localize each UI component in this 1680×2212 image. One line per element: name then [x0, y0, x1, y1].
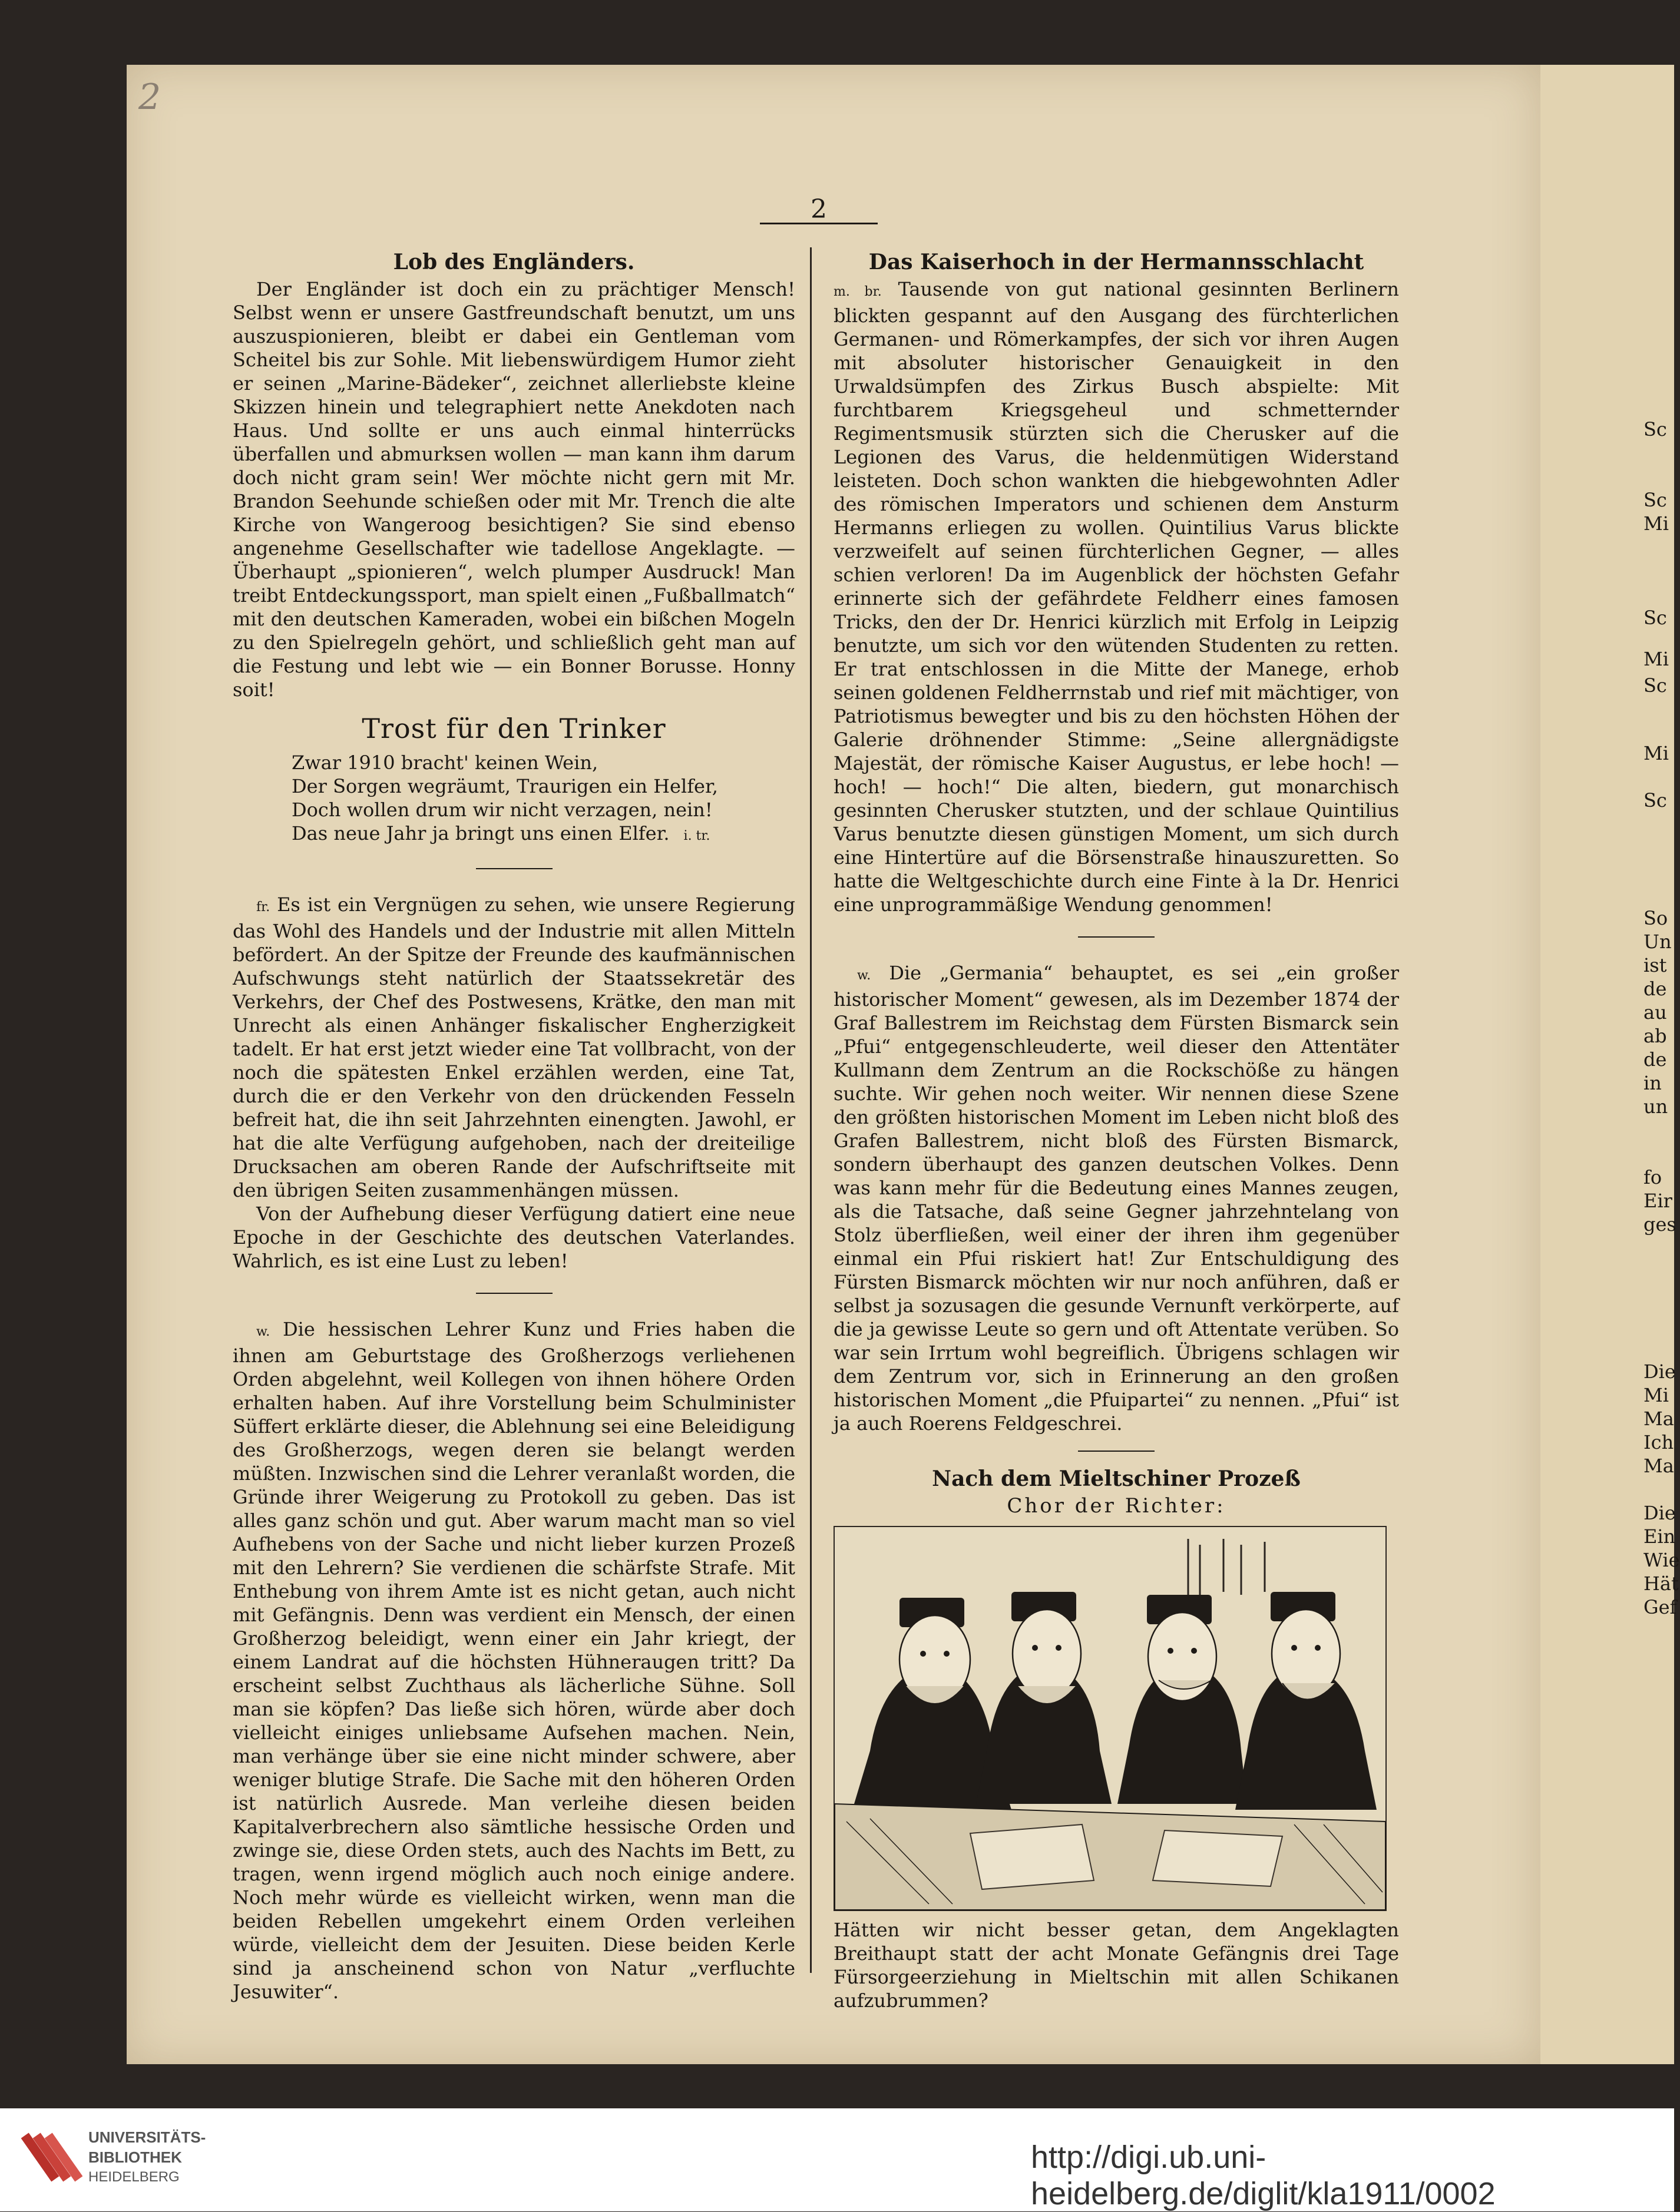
next-page-fragment: Eir — [1643, 1190, 1672, 1212]
next-page-fragment: ab — [1643, 1025, 1667, 1047]
next-page-fragment: ges — [1643, 1213, 1676, 1236]
next-page-fragment: Mi — [1643, 1384, 1669, 1406]
next-page-fragment: ist — [1643, 954, 1667, 976]
article-text: w. Die hessischen Lehrer Kunz und Fries haben die ihnen am Geburtstage des Großherzogs verliehenen Orden abgelehnt, weil Kollegen von ihnen höhere Orden erhalten haben. Auf ihre Vorstellung beim Schulminister Süffert erklärte dieser, die Ablehnung sei eine Beleidigung des Großherzogs, wegen deren sie belangt werden müßten. Inzwischen sind die Lehrer veranlaßt worden, die Gründe ihrer Weigerung zu Protokoll zu geben. Das ist alles ganz schön und gut. Aber warum macht man so viel Aufhebens von der Sache und nicht lieber kurzen Prozeß mit den Lehrern? Sie verdienen die schärfste Strafe. Mit Enthebung von ihrem Amte ist es nicht getan, auch nicht mit Gefängnis. Denn was verdient ein Mensch, der einen Großherzog beleidigt, wenn einer ein Jahr kriegt, der einem Landrat auf die höchsten Hühneraugen tritt? Da erscheint selbst Zuchthaus als lächerliche Sühne. Soll man sie köpfen? Das ließe sich hören, würde aber doch vielleicht einiges unliebsame Aufsehen machen. Nein, man verhänge über sie eine nicht minder schwere, aber weniger blutige Strafe. Die Sache mit den höheren Orden ist natürlich Ausrede. Man verleihe diesen beiden Kapitalverbrechern also sämtliche hessische Orden und zwinge sie, diese Orden stets, auch des Nachts im Bett, zu tragen, wenn irgend möglich auch noch einige andere. Noch mehr würde es vielleicht wirken, wenn man die beiden Rebellen umgekehrt einem Orden verleihen würde, vielleicht dem der Jesuiten. Diese beiden Kerle sind ja anscheinend schon von Natur „verfluchte Jesuwiter“. — [233, 1318, 796, 2003]
next-page-fragment: Hät — [1643, 1572, 1679, 1595]
next-page-fragment: Gef — [1643, 1596, 1677, 1618]
next-page-fragment: Sc — [1643, 789, 1667, 812]
page-number: 2 — [811, 194, 827, 224]
right-column — [834, 250, 1399, 2012]
poem-line: Das neue Jahr ja bringt uns einen Elfer. — [292, 822, 670, 845]
next-page-fragment: Sc — [1643, 674, 1667, 697]
next-page-fragment: Ich — [1643, 1431, 1674, 1453]
heidelberg-library-logo-icon — [24, 2125, 73, 2190]
library-name: UNIVERSITÄTS- BIBLIOTHEK HEIDELBERG — [88, 2128, 206, 2185]
next-page-fragment: Wie — [1643, 1549, 1680, 1571]
separator — [476, 868, 553, 869]
article-text: w. Die „Germania“ behauptet, es sei „ein großer historischer Moment“ gewesen, als im Dezember 1874 der Graf Ballestrem im Reichstag dem Fürsten Bismarck sein „Pfui“ entgegenschleuderte, weil dieser den Attentäter Kullmann dem Zentrum an die Rockschöße zu hängen suchte. Wir gehen noch weiter. Wir nennen diese Szene den größten historischen Moment im Leben nicht bloß des Grafen Ballestrem, nicht bloß des Fürsten Bismarck, sondern überhaupt des ganzen deutschen Volkes. Denn was kann mehr für die Bedeutung eines Mannes zeugen, als die Tatsache, daß seine Gegner jahrzehntelang von Stolz überfließen, weil einer der ihren ihm gegenüber einmal ein Pfui riskiert hat! Zur Entschuldigung des Fürsten Bismarck möchten wir nur noch anführen, daß er selbst ja sozusagen die gesunde Vernunft verkörperte, auf die ja gewisse Leute so gern und oft Attentate verüben. So war sein Irrtum wohl begreiflich. Übrigens schlagen wir dem Zentrum vor, sich in Erinnerung an den großen historischen Moment „die Pfuipartei“ zu nennen. „Pfui“ ist ja auch Roerens Feldgeschrei. — [834, 962, 1400, 1435]
next-page-fragment: in — [1643, 1072, 1662, 1094]
next-page-fragment: Sc — [1643, 418, 1667, 441]
article-subtitle: Chor der Richter: — [1007, 1494, 1226, 1518]
article-text: fr. Es ist ein Vergnügen zu sehen, wie unsere Regierung das Wohl des Handels und der Industrie mit allen Mitteln befördert. An der Spitze der Freunde des kaufmännischen Aufschwungs steht natürlich der Staatssekretär des Verkehrs, der Chef des Postwesens, Krätke, den man mit Unrecht als einen Anhänger fiskalischer Engherzigkeit tadelt. Er hat erst jetzt wieder eine Tat vollbracht, von der noch die spätesten Enkel erzählen werden, eine Tat, durch die er den Verkehr von den drückenden Fesseln befreit hat, die ihn seit Jahrzehnten einengten. Jawohl, er hat die alte Verfügung aufgehoben, nach der dreiteilige Drucksachen am oberen Rande der Aufschriftseite mit den übrigen Seiten zusammenhängen müssen. — [233, 893, 795, 1201]
next-page-fragment: Mi — [1643, 512, 1669, 535]
next-page-fragment: Mi — [1643, 742, 1669, 764]
next-page-fragment: au — [1643, 1001, 1667, 1024]
next-page-fragment: Ma — [1643, 1408, 1674, 1430]
next-page-fragment: Mi — [1643, 648, 1669, 670]
next-page-fragment: Die — [1643, 1502, 1676, 1524]
article-title: Lob des Engländers. — [393, 250, 635, 274]
poem-title: Trost für den Trinker — [362, 713, 666, 744]
four-judges-cartoon — [834, 1526, 1387, 1911]
margin-note: 2 — [138, 77, 161, 118]
next-page-fragment: Ma — [1643, 1455, 1674, 1477]
article-text: m. br. Tausende von gut national gesinnten Berlinern blickten gespannt auf den Ausgang des fürchterlichen Germanen- und Römerkampfes, der sich vor ihren Augen mit absoluter historischer Genauigkeit in den Urwaldsümpfen des Zirkus Busch abspielte: Mit furchtbarem Kriegsgeheul und schmetternder Regimentsmusik stürzten sich die Cherusker auf die Legionen des Varus, die heldenmütigen Widerstand leisteten. Doch schon wankten die hiebgewohnten Adler des römischen Imperators und schienen dem Ansturm Hermanns erliegen zu wollen. Quintilius Varus blickte verzweifelt auf seinen fürchterlichen Gegner, — alles schien verloren! Da im Augenblick der höchsten Gefahr erinnerte sich der gefährdete Feldherr eines famosen Tricks, den der Dr. Henrici kürzlich mit Erfolg in Leipzig benutzte, um sich vor den wütenden Studenten zu retten. Er trat entschlossen in die Mitte der Manege, erhob seinen goldenen Feldherrnstab und rief mit mächtiger, von Patriotismus bewegter und bis zu den höchsten Höhen der Galerie dröhnender Stimme: „Seine allergnädigste Majestät, der römische Kaiser Augustus, er lebe hoch! — hoch! — hoch!“ Die alten, biedern, gut monarchisch gesinnten Cherusker stutzten, und der schlaue Quintilius Varus benutzte diesen günstigen Moment, um sich durch eine Hintertüre auf die Börsenstraße hinauszuretten. So hatte die Weltgeschichte durch eine Finte à la Dr. Henrici eine unprogrammäßige Wendung genommen! — [834, 278, 1400, 916]
next-page-fragment: Sc — [1643, 489, 1667, 511]
left-column — [233, 250, 795, 2004]
next-page-fragment: Un — [1643, 931, 1672, 953]
next-page-fragment: de — [1643, 978, 1667, 1000]
poem-line: Doch wollen drum wir nicht verzagen, nein! — [292, 799, 713, 821]
cartoon-drawing — [835, 1527, 1385, 1910]
next-page-fragment: So — [1643, 907, 1668, 929]
page-number-rule — [760, 223, 878, 224]
source-url-link[interactable]: http://digi.ub.uni-heidelberg.de/diglit/kla1911/0002 — [1031, 2140, 1496, 2211]
separator — [1078, 936, 1155, 938]
author-initials: w. — [857, 968, 871, 983]
author-initials: w. — [256, 1324, 270, 1339]
poem-line: Zwar 1910 bracht' keinen Wein, — [292, 751, 598, 774]
next-page-fragment: un — [1643, 1095, 1668, 1118]
poem — [292, 751, 795, 848]
article-text: Der Engländer ist doch ein zu prächtiger Mensch! Selbst wenn er unsere Gastfreundschaft benutzt, um uns auszuspionieren, bleibt er dabei ein Gentleman vom Scheitel bis zur Sohle. Mit liebenswürdigem Humor zieht er seinen „Marine-Bädeker“, zeichnet allerliebste kleine Skizzen hinein und telegraphiert nette Anekdoten nach Haus. Und sollte er uns auch einmal hinterrücks überfallen und abmurksen wollen — man kann ihm darum doch nicht gram sein! Wer möchte nicht gern mit Mr. Brandon Seehunde schießen oder mit Mr. Trench die alte Kirche von Wangeroog besichtigen? Sie sind ebenso angenehme Gesellschafter wie tadellose Angeklagte. — Überhaupt „spionieren“, welch plumper Ausdruck! Man treibt Entdeckungssport, man spielt einen „Fußballmatch“ mit den deutschen Kameraden, wobei ein bißchen Mogeln zu den Spielregeln gehört, und schließlich geht man auf die Festung und lebt wie — ein Bonner Borusse. Honny soit! — [233, 278, 795, 701]
next-page-fragment: Sc — [1643, 607, 1667, 629]
article-text: Von der Aufhebung dieser Verfügung datiert eine neue Epoche in der Geschichte des deutschen Vaterlandes. Wahrlich, es ist eine Lust zu leben! — [233, 1203, 795, 1272]
author-initials: fr. — [256, 900, 270, 915]
next-page-fragment: de — [1643, 1048, 1667, 1071]
next-page-fragment: Die — [1643, 1360, 1676, 1383]
next-page-fragment: fo — [1643, 1166, 1662, 1188]
cartoon-caption: Hätten wir nicht besser getan, dem Angeklagten Breithaupt statt der acht Monate Gefängnis drei Tage Fürsorgeerziehung in Mieltschin mit allen Schikanen aufzubrummen? — [834, 1919, 1399, 2012]
poem-line: Der Sorgen wegräumt, Traurigen ein Helfer, — [292, 775, 718, 797]
separator — [1078, 1451, 1155, 1452]
poem-signature: i. tr. — [683, 829, 710, 843]
author-initials: m. br. — [834, 284, 882, 299]
article-title: Das Kaiserhoch in der Hermannsschlacht — [868, 250, 1364, 274]
separator — [476, 1293, 553, 1294]
article-title: Nach dem Mieltschiner Prozeß — [932, 1466, 1301, 1491]
next-page-fragment: Ein — [1643, 1525, 1676, 1548]
column-divider — [810, 247, 812, 1973]
